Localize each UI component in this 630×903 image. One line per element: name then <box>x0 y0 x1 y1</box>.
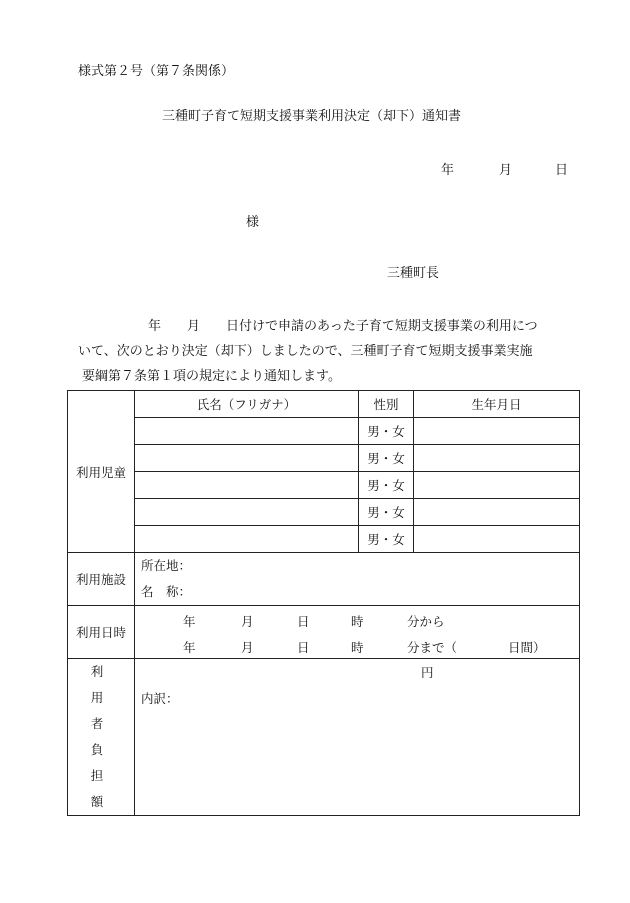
child-sex-cell: 男・女 <box>359 445 414 472</box>
child-sex-cell: 男・女 <box>359 418 414 445</box>
notice-body <box>78 314 578 389</box>
burden-row <box>68 659 580 816</box>
child-name-cell[interactable] <box>135 526 359 553</box>
burden-label-line2: 負 担 額 <box>90 742 132 809</box>
sex-header: 性別 <box>359 391 414 418</box>
datetime-cell <box>135 606 580 659</box>
name-header: 氏名（フリガナ） <box>135 391 359 418</box>
date-day: 日 <box>555 163 569 178</box>
child-birthdate-cell[interactable] <box>414 445 580 472</box>
burden-breakdown[interactable]: 内訳： <box>141 691 179 706</box>
form-number: 様式第２号（第７条関係） <box>78 64 235 79</box>
dt-day: 日 <box>297 640 310 655</box>
body-line: 要綱第７条第１項の規定により通知します。 <box>82 369 341 384</box>
facility-address[interactable]: 所在地： <box>141 558 192 573</box>
dt-month: 月 <box>241 614 254 629</box>
date-month: 月 <box>499 163 513 178</box>
child-birthdate-cell[interactable] <box>414 499 580 526</box>
dt-to-suffix: 分まで（ <box>407 640 458 655</box>
birthdate-header: 生年月日 <box>414 391 580 418</box>
burden-label <box>68 659 135 816</box>
dt-from-suffix: 分から <box>407 614 445 629</box>
child-name-cell[interactable] <box>135 472 359 499</box>
child-name-cell[interactable] <box>135 499 359 526</box>
table-row <box>68 418 580 445</box>
datetime-label: 利用日時 <box>68 606 135 659</box>
addressee-suffix: 様 <box>246 215 260 230</box>
body-line: 年 月 日付けで申請のあった子育て短期支援事業の利用につ <box>148 319 538 334</box>
child-sex-cell: 男・女 <box>359 499 414 526</box>
date-year: 年 <box>441 163 455 178</box>
child-name-cell[interactable] <box>135 418 359 445</box>
dt-hour: 時 <box>351 614 364 629</box>
issuer-name: 三種町長 <box>387 266 440 281</box>
table-row <box>68 526 580 553</box>
child-birthdate-cell[interactable] <box>414 526 580 553</box>
datetime-row <box>68 606 580 659</box>
table-row <box>68 499 580 526</box>
facility-label: 利用施設 <box>68 553 135 606</box>
decision-table <box>67 390 580 816</box>
child-name-cell[interactable] <box>135 445 359 472</box>
facility-name[interactable]: 名 称： <box>141 584 192 599</box>
datetime-from-line[interactable] <box>135 606 579 632</box>
burden-yen[interactable]: 円 <box>421 665 434 680</box>
child-birthdate-cell[interactable] <box>414 418 580 445</box>
table-row <box>68 445 580 472</box>
facility-cell <box>135 553 580 606</box>
dt-hour: 時 <box>351 640 364 655</box>
dt-day: 日 <box>297 614 310 629</box>
burden-label-line1: 利 用 者 <box>90 664 132 731</box>
child-sex-cell: 男・女 <box>359 526 414 553</box>
dt-year: 年 <box>183 640 196 655</box>
dt-month: 月 <box>241 640 254 655</box>
facility-row <box>68 553 580 606</box>
burden-cell <box>135 659 580 816</box>
dt-year: 年 <box>183 614 196 629</box>
child-birthdate-cell[interactable] <box>414 472 580 499</box>
children-label: 利用児童 <box>68 391 135 553</box>
body-line: いて、次のとおり決定（却下）しましたので、三種町子育て短期支援事業実施 <box>78 344 533 359</box>
child-sex-cell: 男・女 <box>359 472 414 499</box>
dt-days-suffix: 日間） <box>508 640 546 655</box>
document-title: 三種町子育て短期支援事業利用決定（却下）通知書 <box>162 109 462 124</box>
datetime-to-line[interactable] <box>135 632 579 658</box>
table-row <box>68 472 580 499</box>
children-header-row <box>68 391 580 418</box>
